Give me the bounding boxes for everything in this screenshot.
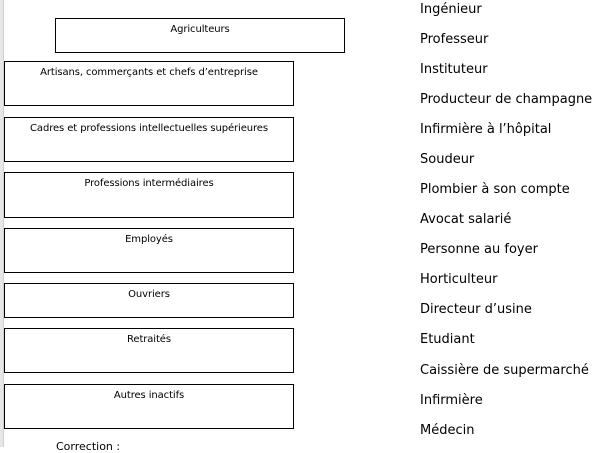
profession-item[interactable]: Caissière de supermarché	[420, 363, 589, 378]
profession-item[interactable]: Avocat salarié	[420, 212, 512, 227]
profession-item[interactable]: Etudiant	[420, 332, 475, 347]
category-box-autres-inactifs[interactable]	[4, 384, 294, 429]
category-label: Artisans, commerçants et chefs d’entreprise	[40, 67, 258, 78]
category-label: Professions intermédiaires	[84, 178, 214, 189]
profession-item[interactable]: Médecin	[420, 423, 475, 438]
category-label: Ouvriers	[128, 289, 170, 300]
category-label: Agriculteurs	[170, 24, 230, 35]
category-box-ouvriers[interactable]	[4, 283, 294, 318]
category-box-employes[interactable]	[4, 228, 294, 273]
profession-item[interactable]: Plombier à son compte	[420, 182, 570, 197]
profession-item[interactable]: Soudeur	[420, 152, 475, 167]
category-label: Cadres et professions intellectuelles supérieures	[30, 123, 268, 134]
profession-item[interactable]: Personne au foyer	[420, 242, 538, 257]
profession-item[interactable]: Horticulteur	[420, 272, 498, 287]
correction-label: Correction :	[56, 440, 121, 453]
profession-item[interactable]: Infirmière	[420, 393, 483, 408]
category-label: Employés	[125, 234, 173, 245]
category-box-artisans[interactable]	[4, 61, 294, 106]
profession-item[interactable]: Instituteur	[420, 62, 488, 77]
category-box-retraites[interactable]	[4, 328, 294, 373]
profession-item[interactable]: Producteur de champagne	[420, 92, 593, 107]
category-label: Autres inactifs	[113, 390, 185, 401]
profession-item[interactable]: Professeur	[420, 32, 489, 47]
category-box-agriculteurs[interactable]	[55, 18, 345, 53]
category-label: Retraités	[127, 334, 171, 345]
category-box-professions-intermediaires[interactable]	[4, 172, 294, 218]
category-box-cadres[interactable]	[4, 117, 294, 162]
profession-item[interactable]: Ingénieur	[420, 2, 482, 17]
profession-item[interactable]: Directeur d’usine	[420, 302, 532, 317]
profession-item[interactable]: Infirmière à l’hôpital	[420, 122, 552, 137]
